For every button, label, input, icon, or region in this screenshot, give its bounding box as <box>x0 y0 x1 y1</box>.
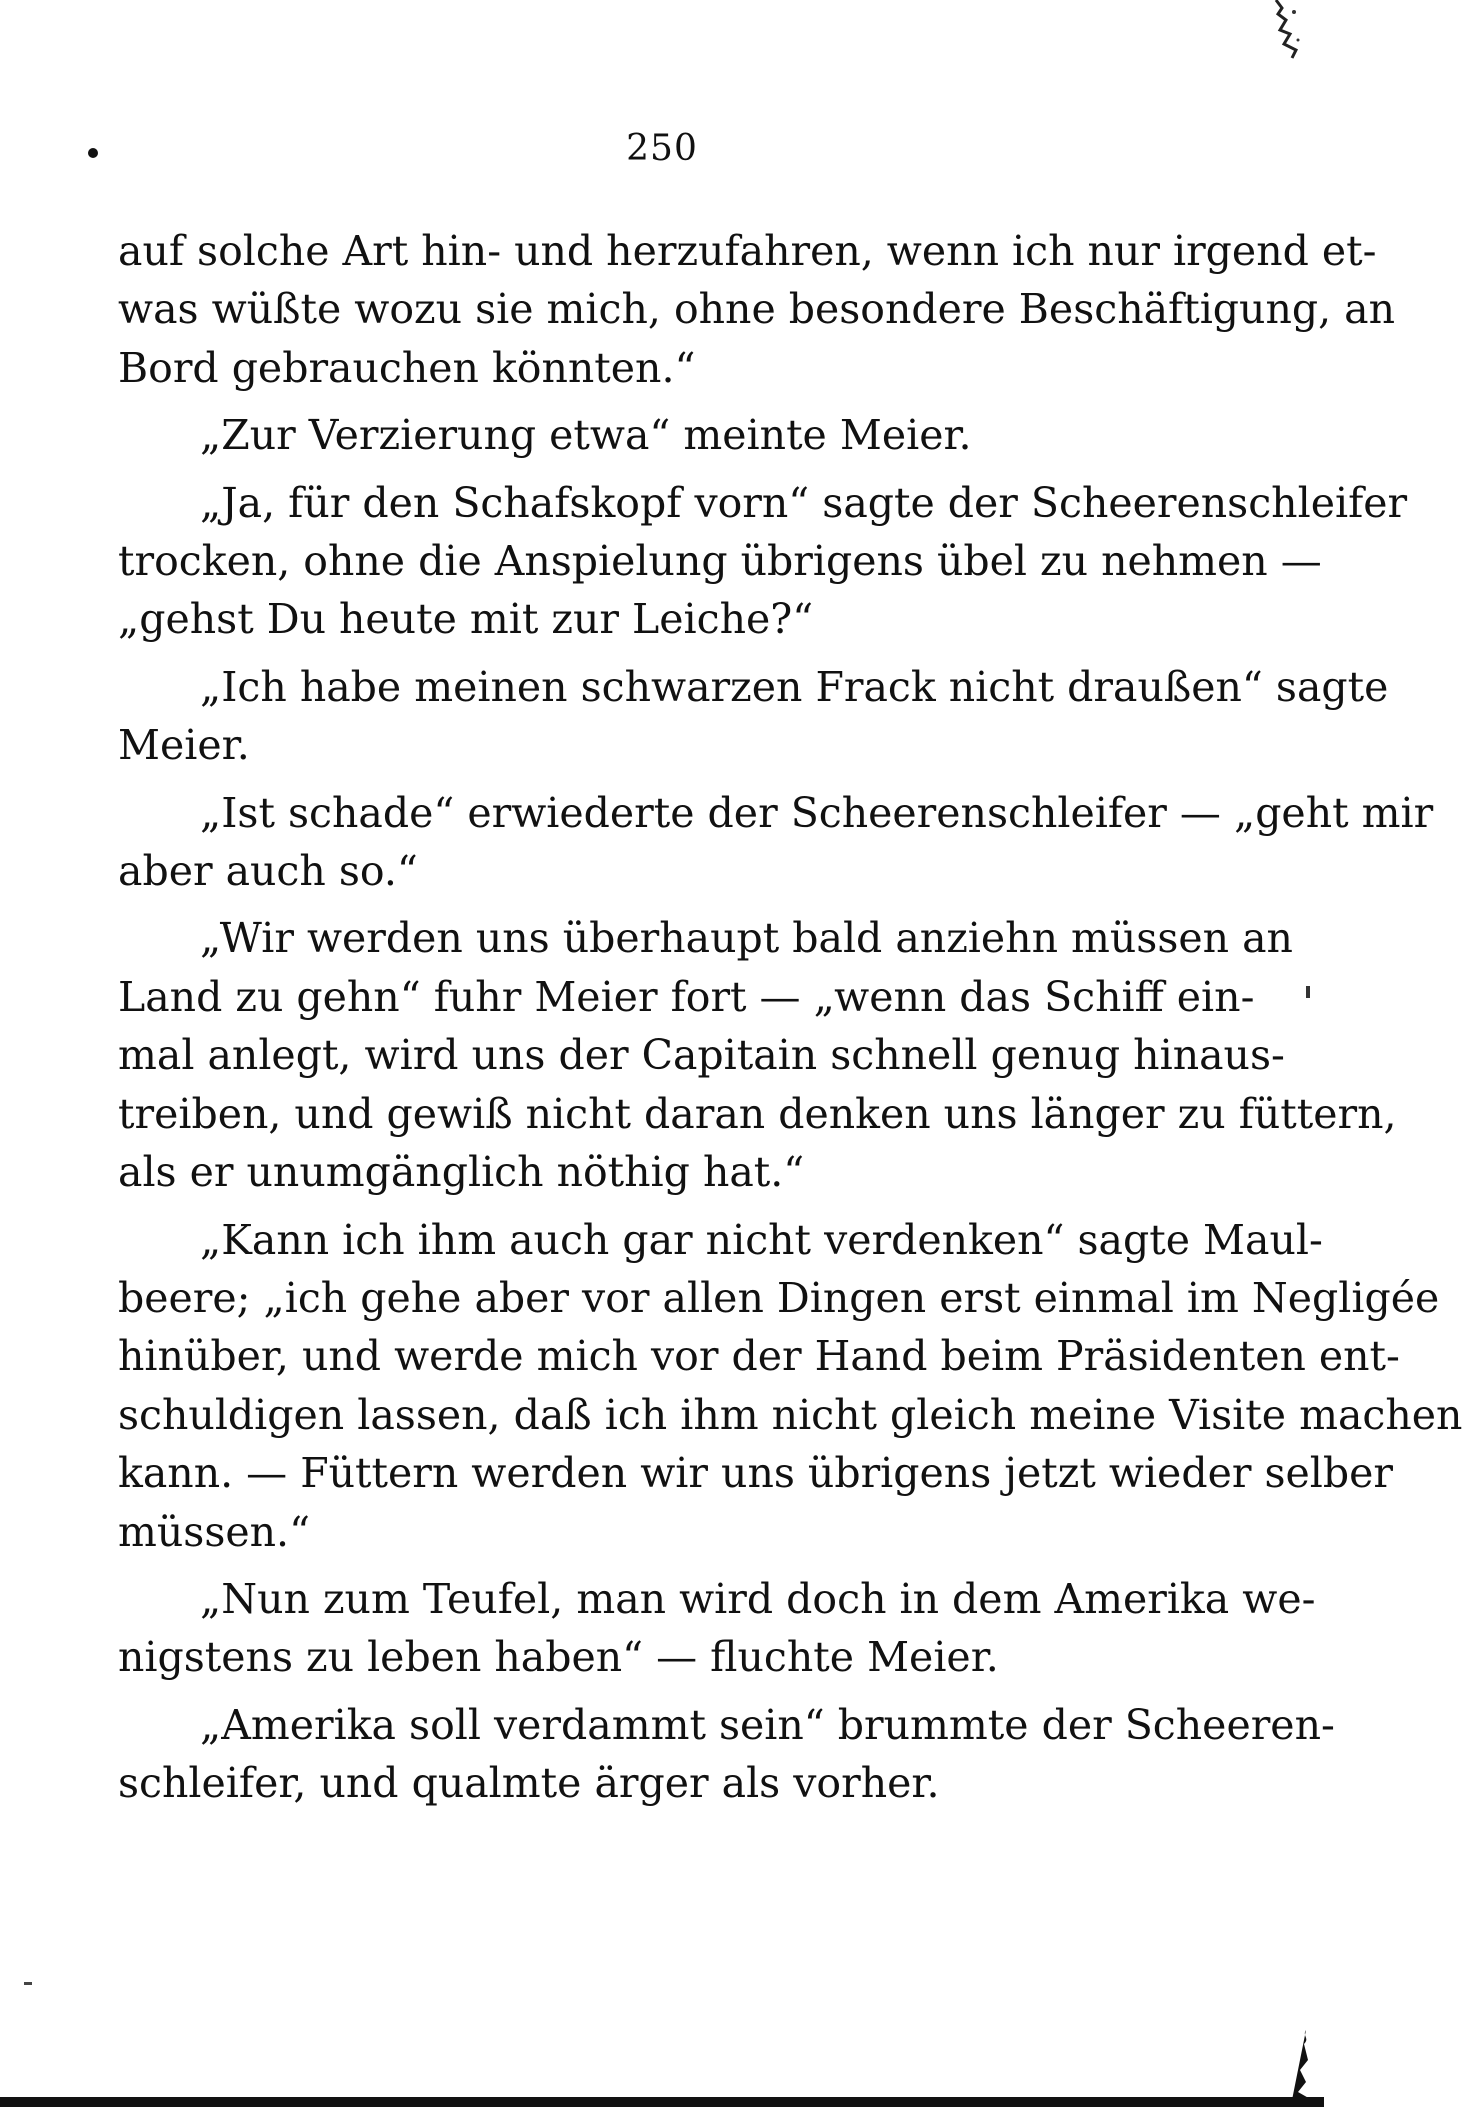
paragraph <box>118 784 1434 901</box>
text-line: „Kann ich ihm auch gar nicht verdenken“ sagte Maul- <box>200 1215 1323 1264</box>
text-line: „Ich habe meinen schwarzen Frack nicht draußen“ sagte <box>200 662 1389 711</box>
ink-smudge <box>1284 2030 1314 2100</box>
text-line: aber auch so.“ <box>118 847 418 896</box>
text-line: auf solche Art hin- und herzufahren, wenn ich nur irgend et- <box>118 227 1377 275</box>
page-body-text <box>118 222 1462 1813</box>
text-line: mal anlegt, wird uns der Capitain schnell genug hinaus- <box>118 1031 1285 1080</box>
text-line: „Ja, für den Schafskopf vorn“ sagte der Scheerenschleifer <box>200 478 1408 527</box>
paragraph <box>118 658 1389 775</box>
text-line: Meier. <box>118 721 250 770</box>
paragraph <box>118 222 1396 397</box>
text-line: was wüßte wozu sie mich, ohne besondere Beschäftigung, an <box>118 285 1396 334</box>
text-line: „Amerika soll verdammt sein“ brummte der Scheeren- <box>200 1700 1335 1749</box>
text-line: „Zur Verzierung etwa“ meinte Meier. <box>200 411 972 460</box>
paragraph <box>118 1696 1335 1813</box>
text-line: „Ist schade“ erwiederte der Scheerenschleifer — „geht mir <box>200 788 1434 837</box>
text-line: schleifer, und qualmte ärger als vorher. <box>118 1759 940 1808</box>
bottom-rule <box>0 2097 1324 2107</box>
text-line: Land zu gehn“ fuhr Meier fort — „wenn das Schiff ein- <box>118 972 1255 1021</box>
text-line: beere; „ich gehe aber vor allen Dingen erst einmal im Negligée <box>118 1273 1440 1322</box>
ink-blot-corner <box>1272 0 1302 60</box>
paragraph <box>118 474 1408 649</box>
paragraph <box>118 909 1397 1201</box>
margin-mark <box>24 1982 32 1985</box>
paragraph <box>118 1211 1462 1561</box>
paragraph <box>118 406 1152 464</box>
text-line: müssen.“ <box>118 1507 311 1556</box>
text-line: „Wir werden uns überhaupt bald anziehn müssen an <box>200 914 1293 963</box>
paragraph <box>118 1570 1316 1687</box>
text-line: als er unumgänglich nöthig hat.“ <box>118 1148 805 1197</box>
text-line: treiben, und gewiß nicht daran denken uns länger zu füttern, <box>118 1089 1397 1138</box>
margin-mark <box>1306 986 1310 998</box>
text-line: „Nun zum Teufel, man wird doch in dem Amerika we- <box>200 1574 1316 1623</box>
text-line: Bord gebrauchen könnten.“ <box>118 343 696 392</box>
text-line: „gehst Du heute mit zur Leiche?“ <box>118 595 814 644</box>
text-line: trocken, ohne die Anspielung übrigens übel zu nehmen — <box>118 537 1322 586</box>
page-number: 250 <box>626 128 698 169</box>
text-line: nigstens zu leben haben“ — fluchte Meier. <box>118 1633 999 1682</box>
text-line: hinüber, und werde mich vor der Hand beim Präsidenten ent- <box>118 1332 1400 1381</box>
text-line: kann. — Füttern werden wir uns übrigens jetzt wieder selber <box>118 1449 1393 1498</box>
text-line: schuldigen lassen, daß ich ihm nicht gleich meine Visite machen <box>118 1390 1462 1439</box>
